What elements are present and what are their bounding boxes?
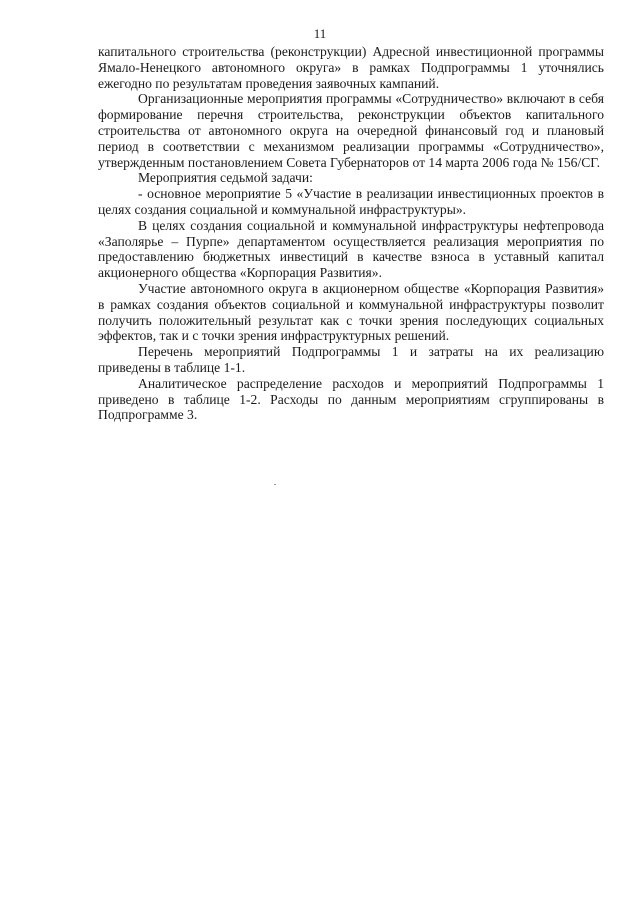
document-body xyxy=(98,44,604,423)
paragraph-2: Организационные мероприятия программы «Сотрудничество» включают в себя формирование перечня строительства, реконструкции объектов капитального строительства от автономного округа на очередной финансовый год и плановый период в соответствии с механизмом реализации программы «Сотрудничество», утвержденным постановлением Совета Губернаторов от 14 марта 2006 года № 156/СГ. xyxy=(98,91,604,170)
paragraph-7: Перечень мероприятий Подпрограммы 1 и затраты на их реализацию приведены в таблице 1-1. xyxy=(98,344,604,375)
page-number: 11 xyxy=(313,26,327,41)
paragraph-3: Мероприятия седьмой задачи: xyxy=(138,170,313,186)
paragraph-6: Участие автономного округа в акционерном обществе «Корпорация Развития» в рамках создания объектов социальной и коммунальной инфраструктуры позволит получить положительный результат как с точки зрения последующих социальных эффектов, так и с точки зрения инфраструктурных решений. xyxy=(98,280,604,344)
scan-speck xyxy=(274,484,276,485)
paragraph-4: - основное мероприятие 5 «Участие в реализации инвестиционных проектов в целях создания социальной и коммунальной инфраструктуры». xyxy=(98,186,604,217)
paragraph-5: В целях создания социальной и коммунальной инфраструктуры нефтепровода «Заполярье – Пурпе» департаментом осуществляется реализация мероприятия по предоставлению бюджетных инвестиций в качестве взноса в уставный капитал акционерного общества «Корпорация Развития». xyxy=(98,217,604,281)
paragraph-8: Аналитическое распределение расходов и мероприятий Подпрограммы 1 приведено в таблице 1-2. Расходы по данным мероприятиям сгруппированы в Подпрограмме 3. xyxy=(98,375,604,423)
paragraph-1: капитального строительства (реконструкции) Адресной инвестиционной программы Ямало-Ненецкого автономного округа» в рамках Подпрограммы 1 уточнялись ежегодно по результатам проведения заявочных кампаний. xyxy=(98,44,604,91)
